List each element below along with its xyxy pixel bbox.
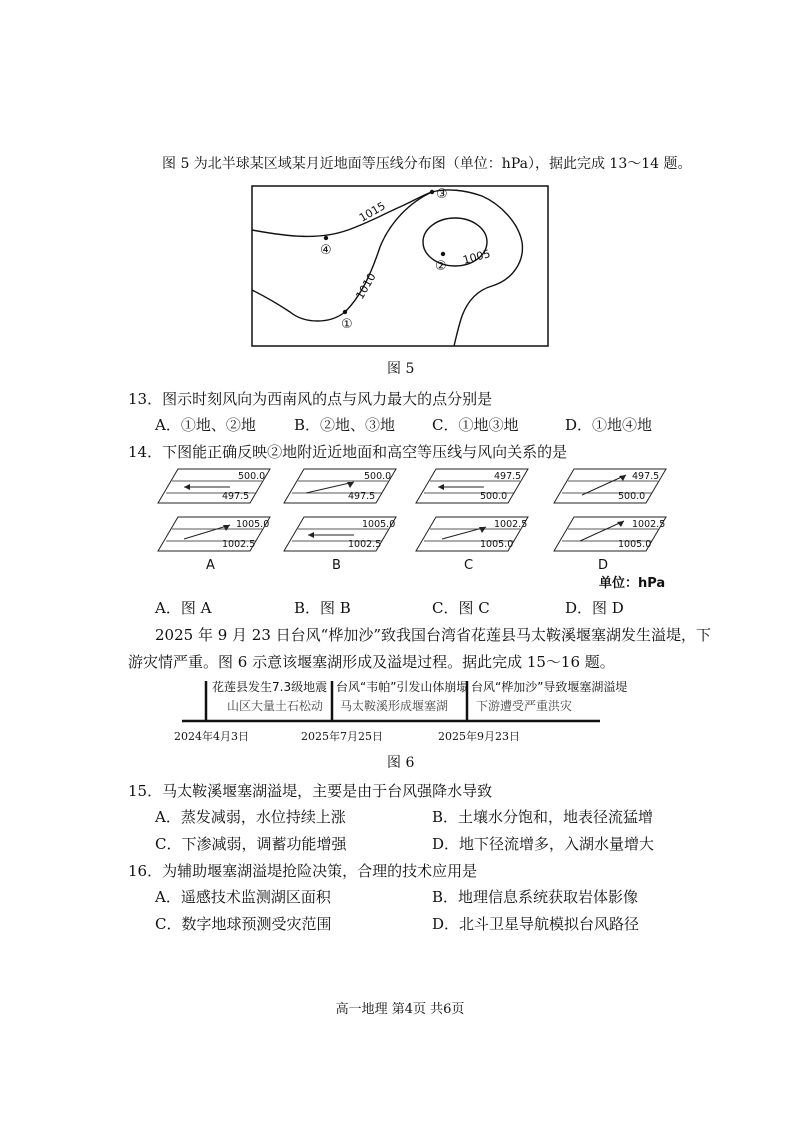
q14-unit: 单位：hPa (599, 576, 666, 591)
panel-d-letter: D (598, 558, 609, 573)
isobar-label-1015: 1015 (357, 199, 388, 225)
event-3-date: 2025年9月23日 (438, 730, 520, 743)
intro-fig5: 图 5 为北半球某区域某月近地面等压线分布图（单位：hPa），据此完成 13～14 题。 (162, 156, 692, 172)
q14-panels (150, 465, 690, 577)
panel-d-lower-1: 1002.5 (632, 519, 666, 530)
panel-b (284, 469, 396, 573)
q13-option-c[interactable]: C．①地③地 (432, 416, 519, 434)
event-1-date: 2024年4月3日 (174, 730, 249, 743)
q15-option-b[interactable]: B．土壤水分饱和，地表径流猛增 (432, 808, 654, 826)
q16-option-d[interactable]: D．北斗卫星导航模拟台风路径 (432, 915, 640, 933)
q15-option-d[interactable]: D．地下径流增多，入湖水量增大 (432, 835, 655, 853)
event-2-title: 台风“韦帕”引发山体崩塌 (336, 680, 469, 694)
panel-c-upper-1: 497.5 (494, 471, 522, 482)
panel-b-upper-1: 500.0 (364, 471, 392, 482)
panel-a-letter: A (206, 558, 215, 573)
panel-d-lower-2: 1005.0 (618, 539, 652, 550)
q14-option-b[interactable]: B．图 B (294, 599, 351, 617)
page-footer: 高一地理 第4页 共6页 (335, 1002, 465, 1017)
point-4: ④ (320, 243, 332, 258)
panel-a-upper-2: 497.5 (222, 491, 250, 502)
event-3-title: 台风“桦加沙”导致堰塞湖溢堤 (471, 680, 628, 694)
q14-option-a[interactable]: A．图 A (155, 599, 212, 617)
q14-stem: 14．下图能正确反映②地附近近地面和高空等压线与风向关系的是 (128, 443, 568, 461)
panel-d (554, 469, 666, 573)
q15-stem: 15．马太鞍溪堰塞湖溢堤，主要是由于台风强降水导致 (128, 782, 493, 800)
panel-d-upper-1: 497.5 (632, 471, 660, 482)
panel-b-letter: B (332, 558, 341, 573)
panel-a-lower-2: 1002.5 (222, 539, 256, 550)
panel-c-lower-1: 1002.5 (494, 519, 528, 530)
figure-5-caption: 图 5 (387, 361, 415, 377)
point-3: ③ (436, 187, 448, 202)
panel-a-upper-1: 500.0 (238, 471, 266, 482)
intro-fig6-line2: 游灾情严重。图 6 示意该堰塞湖形成及溢堤过程。据此完成 15～16 题。 (128, 653, 615, 671)
q14-option-d[interactable]: D．图 D (565, 599, 624, 617)
panel-c (416, 469, 528, 573)
q13-option-d[interactable]: D．①地④地 (565, 416, 653, 434)
q13-stem: 13．图示时刻风向为西南风的点与风力最大的点分别是 (128, 390, 493, 408)
panel-c-lower-2: 1005.0 (480, 539, 514, 550)
event-1-desc: 山区大量土石松动 (227, 699, 324, 713)
intro-fig6-line1: 2025 年 9 月 23 日台风“桦加沙”致我国台湾省花莲县马太鞍溪堰塞湖发生溢堤，下 (155, 626, 711, 644)
event-1-title: 花莲县发生7.3级地震 (212, 680, 328, 694)
event-3-desc: 下游遭受严重洪灾 (476, 699, 573, 713)
figure-5-isobar-map (250, 182, 550, 348)
q16-option-b[interactable]: B．地理信息系统获取岩体影像 (432, 888, 639, 906)
isobar-label-1005: 1005 (461, 247, 492, 267)
panel-c-upper-2: 500.0 (480, 491, 508, 502)
panel-a-lower-1: 1005.0 (236, 519, 270, 530)
panel-d-upper-2: 500.0 (618, 491, 646, 502)
point-2: ② (435, 259, 447, 274)
q13-option-b[interactable]: B．②地、③地 (294, 416, 396, 434)
q16-option-a[interactable]: A．遥感技术监测湖区面积 (155, 888, 331, 906)
panel-b-upper-2: 497.5 (348, 491, 376, 502)
q16-option-c[interactable]: C．数字地球预测受灾范围 (155, 915, 332, 933)
panel-c-letter: C (464, 558, 474, 573)
point-1: ① (341, 317, 353, 332)
isobar-label-1010: 1010 (353, 270, 379, 302)
q16-stem: 16．为辅助堰塞湖溢堤抢险决策，合理的技术应用是 (128, 862, 478, 880)
panel-b-lower-2: 1002.5 (348, 539, 382, 550)
q13-option-a[interactable]: A．①地、②地 (155, 416, 256, 434)
event-2-desc: 马太鞍溪形成堰塞湖 (340, 699, 449, 713)
q15-option-c[interactable]: C．下渗减弱，调蓄功能增强 (155, 835, 347, 853)
panel-b-lower-1: 1005.0 (362, 519, 396, 530)
event-2-date: 2025年7月25日 (301, 730, 383, 743)
figure-6-caption: 图 6 (387, 755, 415, 771)
q14-option-c[interactable]: C．图 C (432, 599, 490, 617)
panel-a (158, 469, 270, 573)
q15-option-a[interactable]: A．蒸发减弱，水位持续上涨 (155, 808, 346, 826)
